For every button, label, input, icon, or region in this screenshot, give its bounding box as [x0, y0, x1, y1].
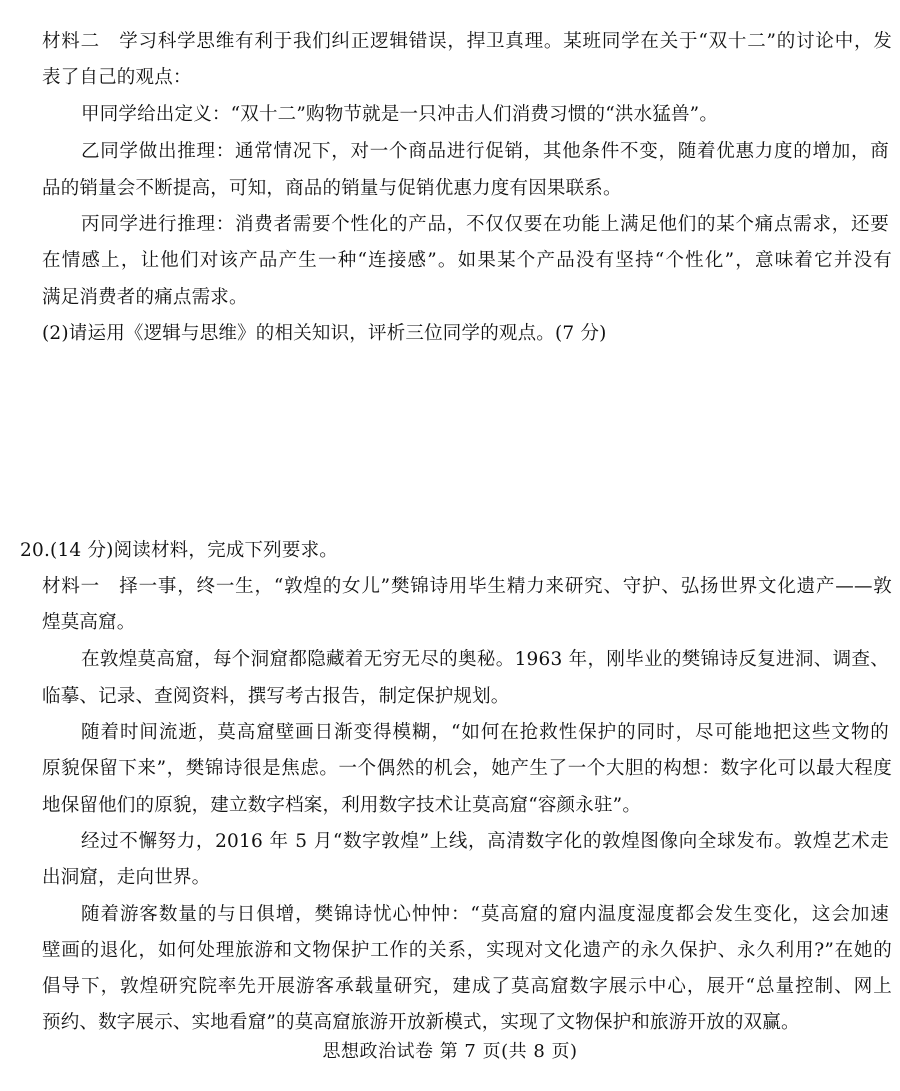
material2-line-3: 甲同学给出定义：“双十二”购物节就是一只冲击人们消费习惯的“洪水猛兽”。 — [81, 104, 719, 125]
material2-line-8: 满足消费者的痛点需求。 — [42, 287, 248, 308]
material1-line-2: 煌莫高窟。 — [42, 612, 136, 633]
material1-line-4: 临摹、记录、查阅资料，撰写考古报告，制定保护规划。 — [42, 686, 510, 707]
material1-line-12: 倡导下，敦煌研究院率先开展游客承载量研究，建成了莫高窟数字展示中心，展开“总量控制、网上 — [42, 976, 892, 997]
material1-line-3: 在敦煌莫高窟，每个洞窟都隐藏着无穷无尽的奥秘。1963 年，刚毕业的樊锦诗反复进洞、调查、 — [81, 649, 889, 670]
page-footer: 思想政治试卷 第 7 页(共 8 页) — [322, 1041, 578, 1062]
material2-line-5: 品的销量会不断提高，可知，商品的销量与促销优惠力度有因果联系。 — [42, 178, 622, 199]
material1-line-9: 出洞窟，走向世界。 — [42, 867, 211, 888]
question-19-2: (2)请运用《逻辑与思维》的相关知识，评析三位同学的观点。(7 分) — [42, 323, 607, 344]
material1-line-10: 随着游客数量的与日俱增，樊锦诗忧心忡忡：“莫高窟的窟内温度湿度都会发生变化，这会加速 — [81, 904, 889, 925]
material1-line-11: 壁画的退化，如何处理旅游和文物保护工作的关系，实现对文化遗产的永久保护、永久利用?”在她的 — [42, 940, 892, 961]
question-20-header: 20.(14 分)阅读材料，完成下列要求。 — [20, 540, 338, 561]
material1-line-8: 经过不懈努力，2016 年 5 月“数字敦煌”上线，高清数字化的敦煌图像向全球发布。敦煌艺术走 — [81, 831, 889, 852]
material2-line-2: 表了自己的观点： — [42, 67, 192, 88]
material1-line-5: 随着时间流逝，莫高窟壁画日渐变得模糊，“如何在抢救性保护的同时，尽可能地把这些文物的 — [81, 722, 889, 743]
material1-line-6: 原貌保留下来”，樊锦诗很是焦虑。一个偶然的机会，她产生了一个大胆的构想：数字化可以最大程度 — [42, 758, 892, 779]
material1-line-7: 地保留他们的原貌，建立数字档案，利用数字技术让莫高窟“容颜永驻”。 — [42, 795, 642, 816]
material1-line-13: 预约、数字展示、实地看窟”的莫高窟旅游开放新模式，实现了文物保护和旅游开放的双赢。 — [42, 1012, 800, 1033]
material1-line-1: 材料一 择一事，终一生，“敦煌的女儿”樊锦诗用毕生精力来研究、守护、弘扬世界文化遗产——敦 — [42, 576, 892, 597]
material2-line-1: 材料二 学习科学思维有利于我们纠正逻辑错误，捍卫真理。某班同学在关于“双十二”的讨论中，发 — [42, 31, 892, 52]
material2-line-4: 乙同学做出推理：通常情况下，对一个商品进行促销，其他条件不变，随着优惠力度的增加，商 — [81, 141, 889, 162]
material2-line-7: 在情感上，让他们对该产品产生一种“连接感”。如果某个产品没有坚持“个性化”，意味着它并没有 — [42, 250, 892, 271]
material2-line-6: 丙同学进行推理：消费者需要个性化的产品，不仅仅要在功能上满足他们的某个痛点需求，还要 — [81, 214, 889, 235]
